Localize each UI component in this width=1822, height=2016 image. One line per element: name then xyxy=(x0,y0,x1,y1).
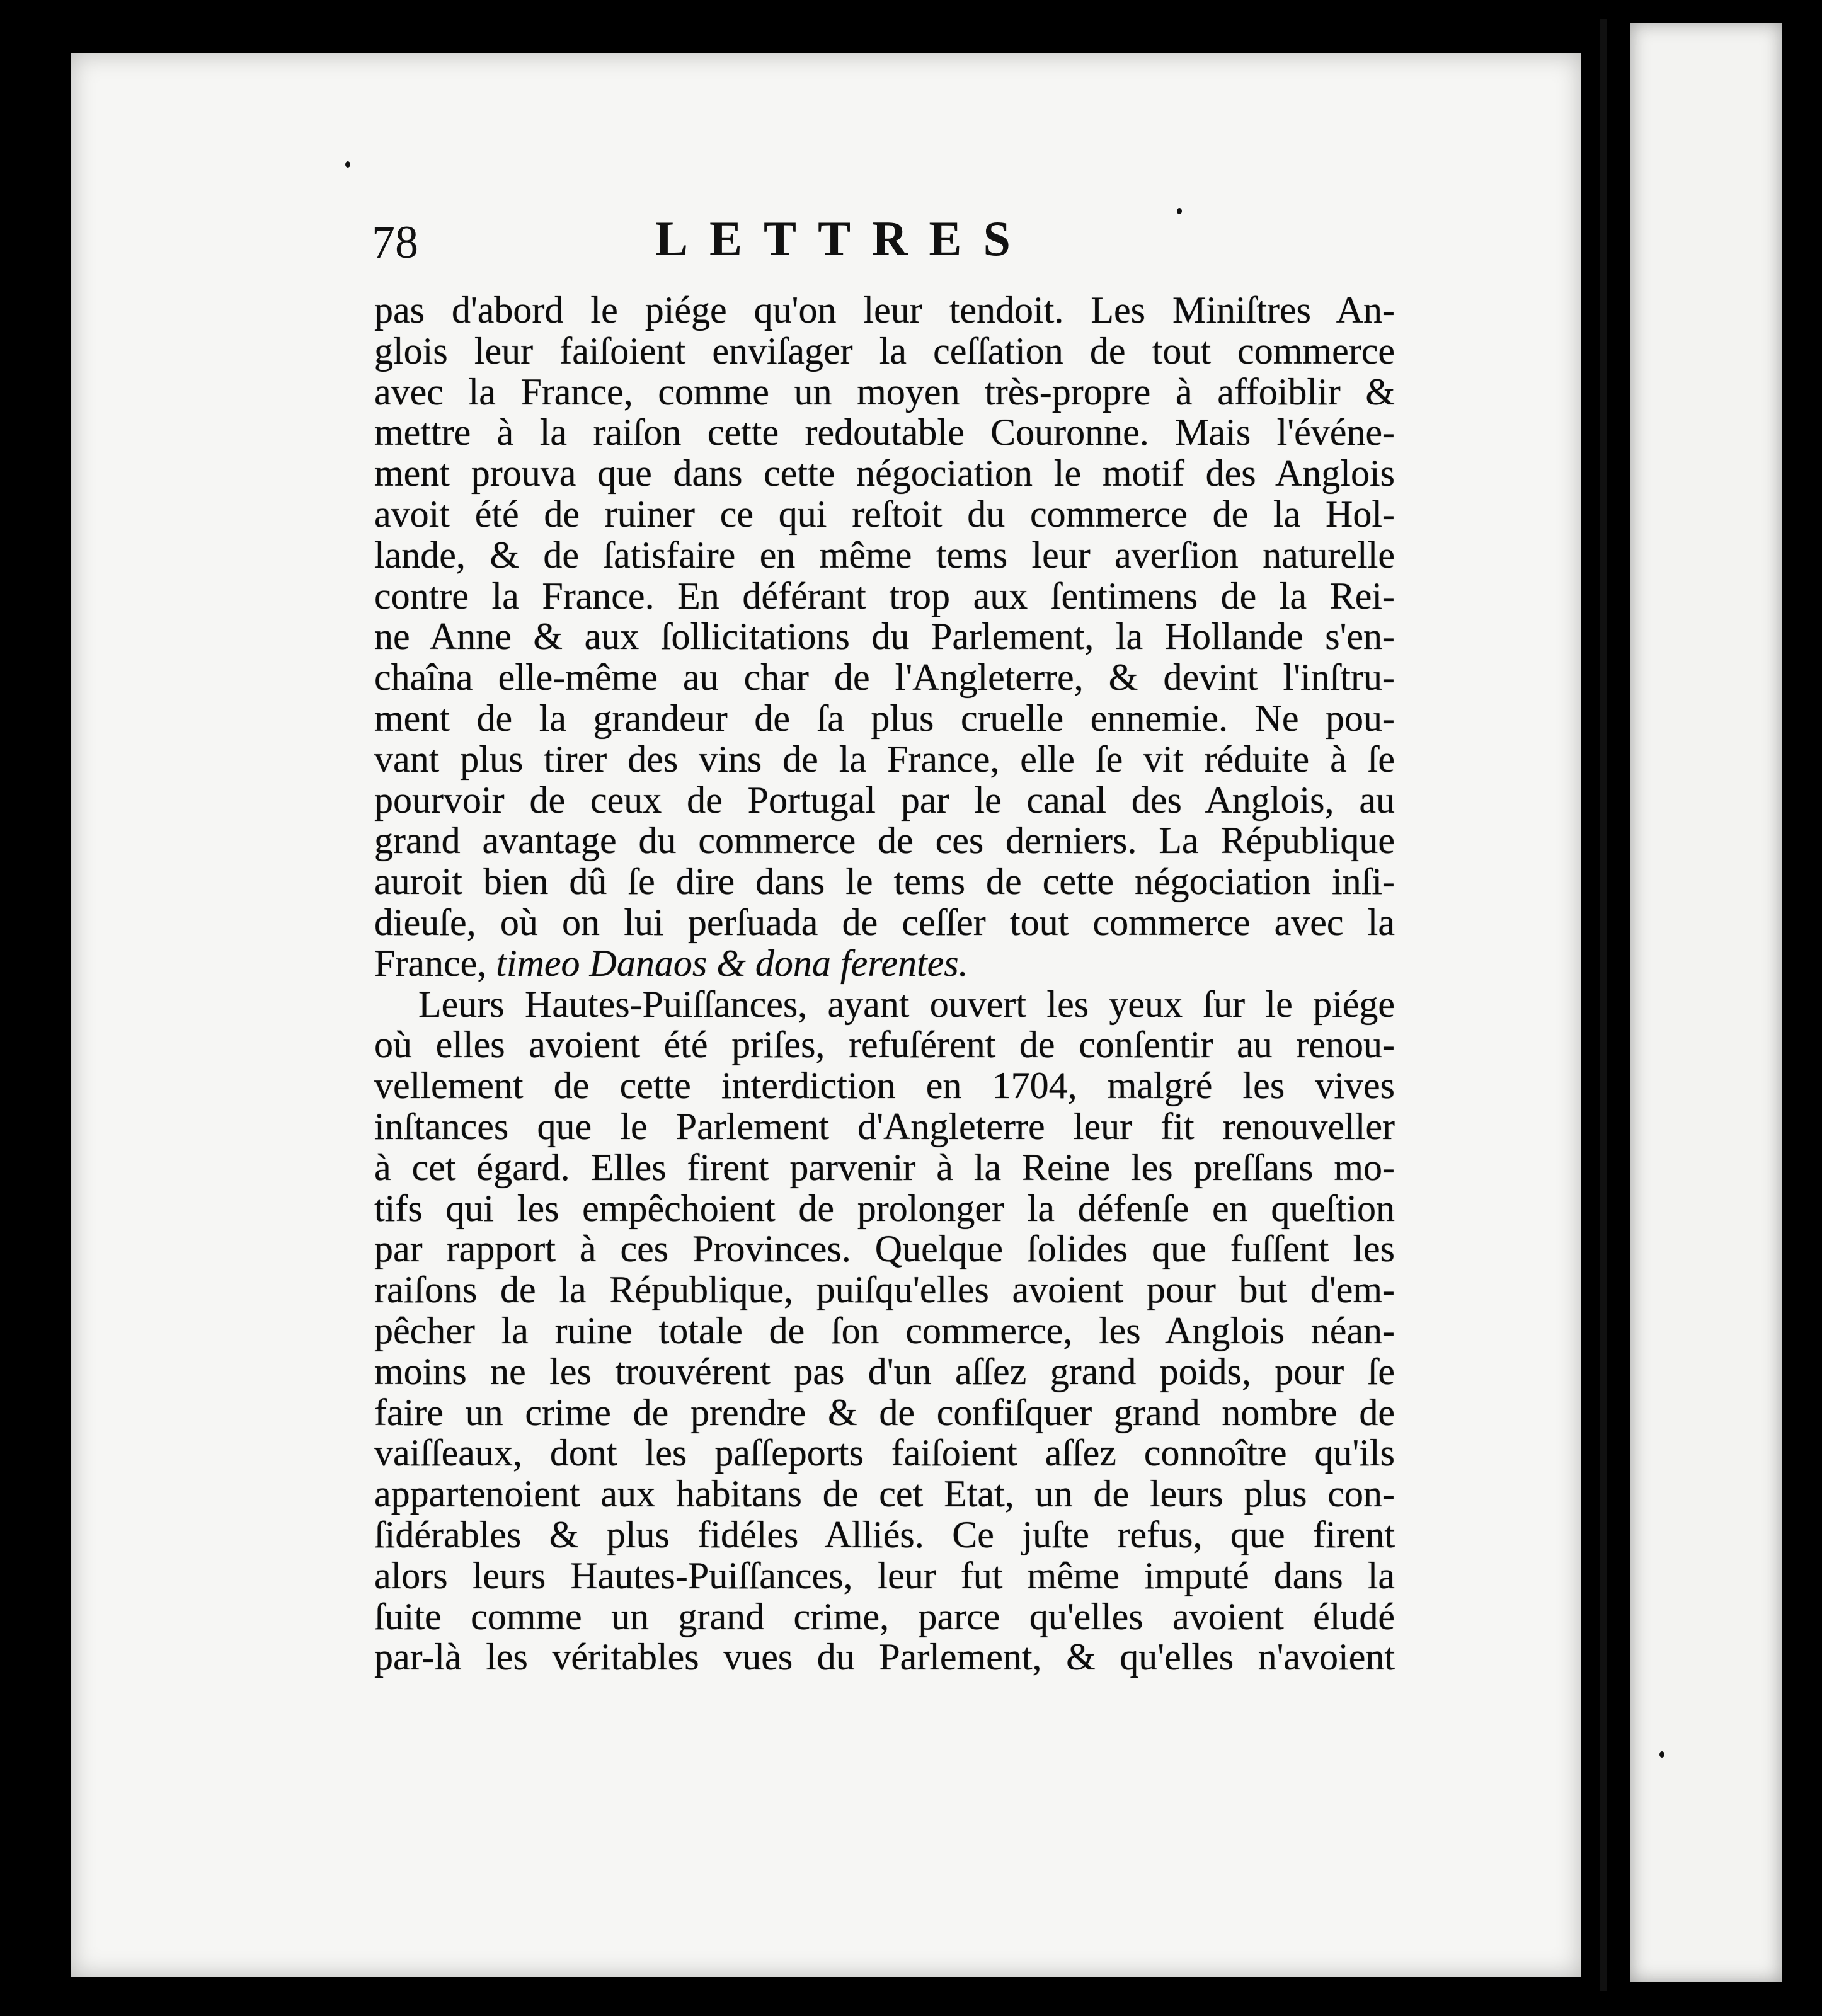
text-line: ment prouva que dans cette négociation le motif des Anglois xyxy=(374,452,1395,495)
ink-speck xyxy=(345,161,350,168)
ink-speck xyxy=(1659,1751,1664,1758)
quote-line xyxy=(374,943,1395,984)
page-number: 78 xyxy=(372,217,418,268)
text-line: appartenoient aux habitans de cet Etat, un de leurs plus con- xyxy=(374,1473,1395,1515)
text-line: lande, & de ſatisfaire en même tems leur averſion naturelle xyxy=(374,534,1395,576)
running-head xyxy=(296,208,1399,277)
paragraph-first-line: Leurs Hautes-Puiſſances, ayant ouvert les yeux ſur le piége xyxy=(418,983,1395,1025)
running-title: LETTRES xyxy=(655,211,1032,266)
page-body xyxy=(374,290,1395,1678)
text-line: dieuſe, où on lui perſuada de ceſſer tout commerce avec la xyxy=(374,901,1395,943)
book-gutter xyxy=(1600,19,1607,1991)
text-line: ſuite comme un grand crime, parce qu'elles avoient éludé xyxy=(374,1595,1395,1637)
text-line: moins ne les trouvérent pas d'un aſſez grand poids, pour ſe xyxy=(374,1350,1395,1392)
text-line: vant plus tirer des vins de la France, elle ſe vit réduite à ſe xyxy=(374,738,1395,780)
text-line: avoit été de ruiner ce qui reſtoit du commerce de la Hol- xyxy=(374,493,1395,535)
text-line: raiſons de la République, puiſqu'elles avoient pour but d'em- xyxy=(374,1269,1395,1311)
text-line: où elles avoient été priſes, refuſérent de conſentir au renou- xyxy=(374,1024,1395,1066)
text-line: avec la France, comme un moyen très-propre à affoiblir & xyxy=(374,370,1395,413)
latin-quotation: timeo Danaos & dona ferentes. xyxy=(496,942,968,984)
text-line: pas d'abord le piége qu'on leur tendoit. Les Miniſtres An- xyxy=(374,289,1395,331)
text-line: vellement de cette interdiction en 1704, malgré les vives xyxy=(374,1065,1395,1107)
text-line: par-là les véritables vues du Parlement, & qu'elles n'avoient xyxy=(374,1636,1395,1678)
text-line: glois leur faiſoient enviſager la ceſſation de tout commerce xyxy=(374,329,1395,372)
text-line: pourvoir de ceux de Portugal par le canal des Anglois, au xyxy=(374,779,1395,821)
text-line: inſtances que le Parlement d'Angleterre leur fit renouveller xyxy=(374,1105,1395,1147)
text-line: ſidérables & plus fidéles Alliés. Ce juſte refus, que firent xyxy=(374,1513,1395,1555)
text-line: alors leurs Hautes-Puiſſances, leur fut même imputé dans la xyxy=(374,1554,1395,1596)
text-line: contre la France. En déférant trop aux ſentimens de la Rei- xyxy=(374,575,1395,617)
facing-page-edge xyxy=(1630,23,1782,1982)
text-line: à cet égard. Elles firent parvenir à la Reine les preſſans mo- xyxy=(374,1146,1395,1188)
text-line: ne Anne & aux ſollicitations du Parlement, la Hollande s'en- xyxy=(374,616,1395,658)
text-line: auroit bien dû ſe dire dans le tems de cette négociation inſi- xyxy=(374,861,1395,903)
text-line: ment de la grandeur de ſa plus cruelle ennemie. Ne pou- xyxy=(374,697,1395,739)
quote-line-prefix: France, xyxy=(374,942,496,984)
text-line: mettre à la raiſon cette redoutable Couronne. Mais l'événe- xyxy=(374,411,1395,454)
text-line: grand avantage du commerce de ces derniers. La République xyxy=(374,820,1395,862)
text-line: pêcher la ruine totale de ſon commerce, les Anglois néan- xyxy=(374,1309,1395,1351)
text-line: faire un crime de prendre & de confiſquer grand nombre de xyxy=(374,1391,1395,1433)
text-line: par rapport à ces Provinces. Quelque ſolides que fuſſent les xyxy=(374,1228,1395,1270)
text-line: chaîna elle-même au char de l'Angleterre, & devint l'inſtru- xyxy=(374,656,1395,699)
text-line: tifs qui les empêchoient de prolonger la défenſe en queſtion xyxy=(374,1187,1395,1229)
text-line: vaiſſeaux, dont les paſſeports faiſoient aſſez connoître qu'ils xyxy=(374,1432,1395,1474)
